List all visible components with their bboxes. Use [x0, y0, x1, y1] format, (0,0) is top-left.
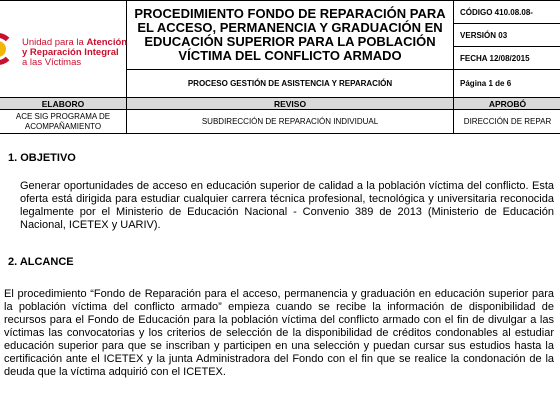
- aprobo-value: DIRECCIÓN DE REPAR: [454, 110, 560, 134]
- header-table: [0, 0, 560, 134]
- section-2-text: El procedimiento “Fondo de Reparación para el acceso, permanencia y graduación en educación superior para la población víctima del conflicto armado” empieza cuando se recibe la información de disponibilidad de recursos para el Fondo de Educación para la población víctima del conflicto armado con el fin de divulgar a las víctimas las convocatorias y los criterios de selección de la disponibilidad de créditos condonables al estudiar educación superior para que se inscriban y participen en una selección y puedan cursar sus estudios hasta la certificación ante el ICETEX y la junta Administradora del Fondo con el fin que se realice la condonación de la deuda que la víctima adquirió con el ICETEX.: [4, 288, 554, 378]
- aprobo-label: APROBÓ: [454, 98, 560, 110]
- elaboro-label: ELABORO: [0, 98, 127, 110]
- process-name: PROCESO GESTIÓN DE ASISTENCIA Y REPARACIÓN: [127, 70, 454, 98]
- page-number: Página 1 de 6: [454, 70, 560, 98]
- section-1-text: Generar oportunidades de acceso en educación superior de calidad a la población víctima del conflicto. Esta oferta está dirigida para estudiar cualquier carrera técnica profesional, tecnológica y universitaria reconocida legalmente por el Ministerio de Educación Nacional - Convenio 389 de 2013 (Ministerio de Educación Nacional, ICETEX y UARIV).: [20, 180, 554, 231]
- document-header: [0, 0, 560, 131]
- reviso-label: REVISO: [127, 98, 454, 110]
- document-date: FECHA 12/08/2015: [454, 47, 560, 70]
- logo: [0, 3, 126, 96]
- logo-cell: [0, 1, 127, 98]
- section-1-title: 1. OBJETIVO: [8, 152, 76, 164]
- reviso-value: SUBDIRECCIÓN DE REPARACIÓN INDIVIDUAL: [127, 110, 454, 134]
- logo-line-2: y Reparación Integral: [22, 46, 119, 58]
- document-version: VERSIÓN 03: [454, 24, 560, 47]
- document-title: PROCEDIMIENTO FONDO DE REPARACIÓN PARA EL ACCESO, PERMANENCIA Y GRADUACIÓN EN EDUCACIÓN SUPERIOR PARA LA POBLACIÓN VÍCTIMA DEL CONFLICTO ARMADO: [127, 1, 454, 70]
- logo-line-1: Unidad para la Atención: [22, 36, 128, 48]
- document-code: CÓDIGO 410.08.08-: [454, 1, 560, 24]
- logo-line-3: a las Víctimas: [22, 56, 82, 68]
- section-2-title: 2. ALCANCE: [8, 256, 74, 268]
- elaboro-value: ACE SIG PROGRAMA DE ACOMPAÑAMIENTO: [0, 110, 127, 134]
